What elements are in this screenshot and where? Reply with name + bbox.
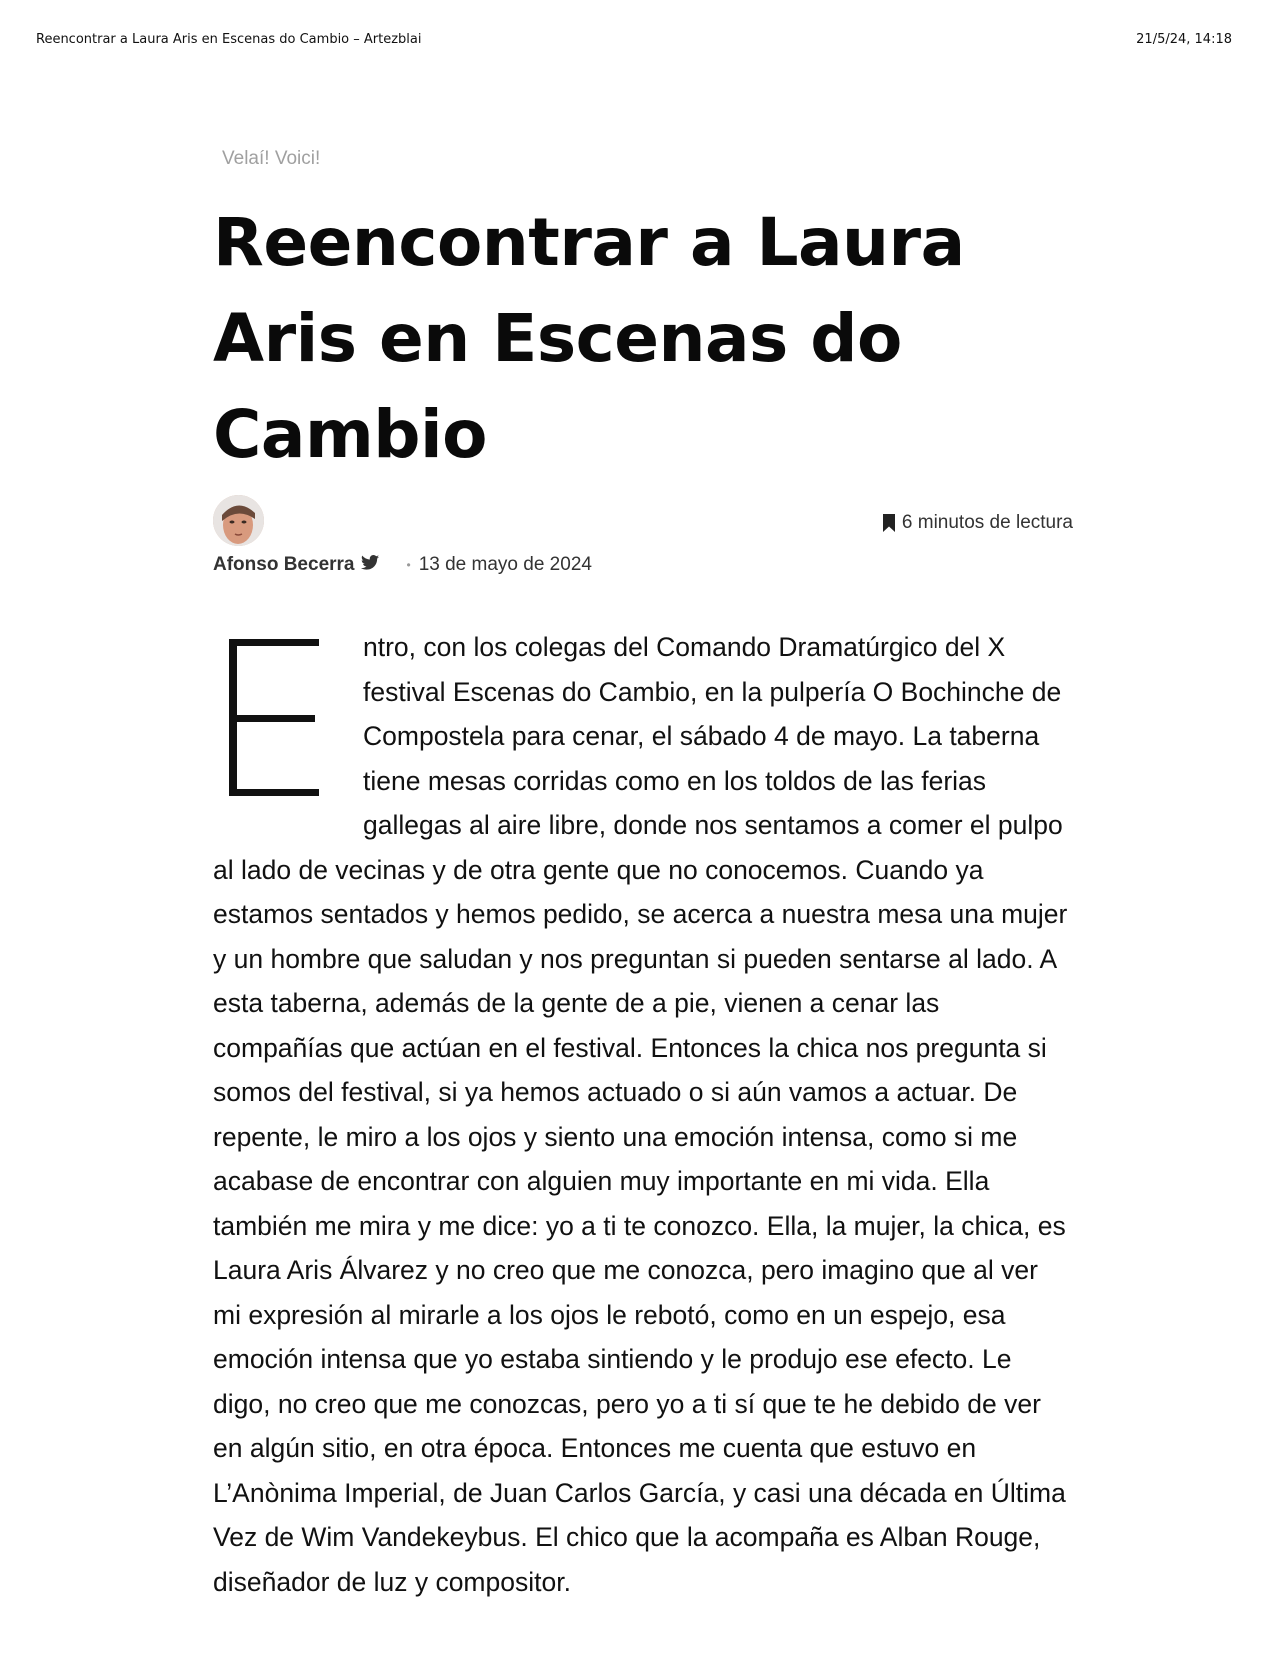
twitter-icon[interactable]: [361, 554, 379, 576]
reading-time: [882, 512, 1073, 534]
body-paragraph: ntro, con los colegas del Comando Dramatúrgico del X festival Escenas do Cambio, en la pulpería O Bochinche de Compostela para cenar, el sábado 4 de mayo. La taberna tiene mesas corridas como en los toldos de las ferias gallegas al aire libre, donde nos sentamos a comer el pulpo al lado de vecinas y de otra gente que no conocemos. Cuando ya estamos sentados y hemos pedido, se acerca a nuestra mesa una mujer y un hombre que saludan y nos preguntan si pueden sentarse al lado. A esta taberna, además de la gente de a pie, vienen a cenar las compañías que actúan en el festival. Entonces la chica nos pregunta si somos del festival, si ya hemos actuado o si aún vamos a actuar. De repente, le miro a los ojos y siento una emoción intensa, como si me acabase de encontrar con alguien muy importante en mi vida. Ella también me mira y me dice: yo a ti te conozco. Ella, la mujer, la chica, es Laura Aris Álvarez y no creo que me conozca, pero imagino que al ver mi expresión al mirarle a los ojos le rebotó, como en un espejo, esa emoción intensa que yo estaba sintiendo y le produjo ese efecto. Le digo, no creo que me conozcas, pero yo a ti sí que te he debido de ver en algún sitio, en otra época. Entonces me cuenta que estuvo en L’Anònima Imperial, de Juan Carlos García, y casi una década en Última Vez de Wim Vandekeybus. El chico que la acompaña es Alban Rouge, diseñador de luz y compositor.: [213, 632, 1068, 1597]
print-page-title: Reencontrar a Laura Aris en Escenas do Cambio – Artezblai: [36, 32, 422, 47]
article-body: [213, 625, 1073, 1604]
dropcap-letter: [225, 635, 325, 800]
bookmark-icon: [882, 514, 896, 532]
avatar-portrait: [213, 495, 264, 546]
print-header: [36, 32, 1232, 52]
author-link[interactable]: Afonso Becerra: [213, 554, 355, 575]
category-link[interactable]: Velaí! Voici!: [222, 148, 321, 169]
publish-date: 13 de mayo de 2024: [418, 554, 592, 575]
print-date: 21/5/24, 14:18: [1136, 32, 1232, 47]
separator-dot: •: [406, 558, 411, 572]
author-avatar[interactable]: [213, 495, 264, 546]
reading-time-label: 6 minutos de lectura: [901, 512, 1073, 533]
article-title: Reencontrar a Laura Aris en Escenas do Cambio: [213, 204, 965, 473]
dropcap: [213, 625, 363, 845]
byline: [213, 554, 592, 576]
